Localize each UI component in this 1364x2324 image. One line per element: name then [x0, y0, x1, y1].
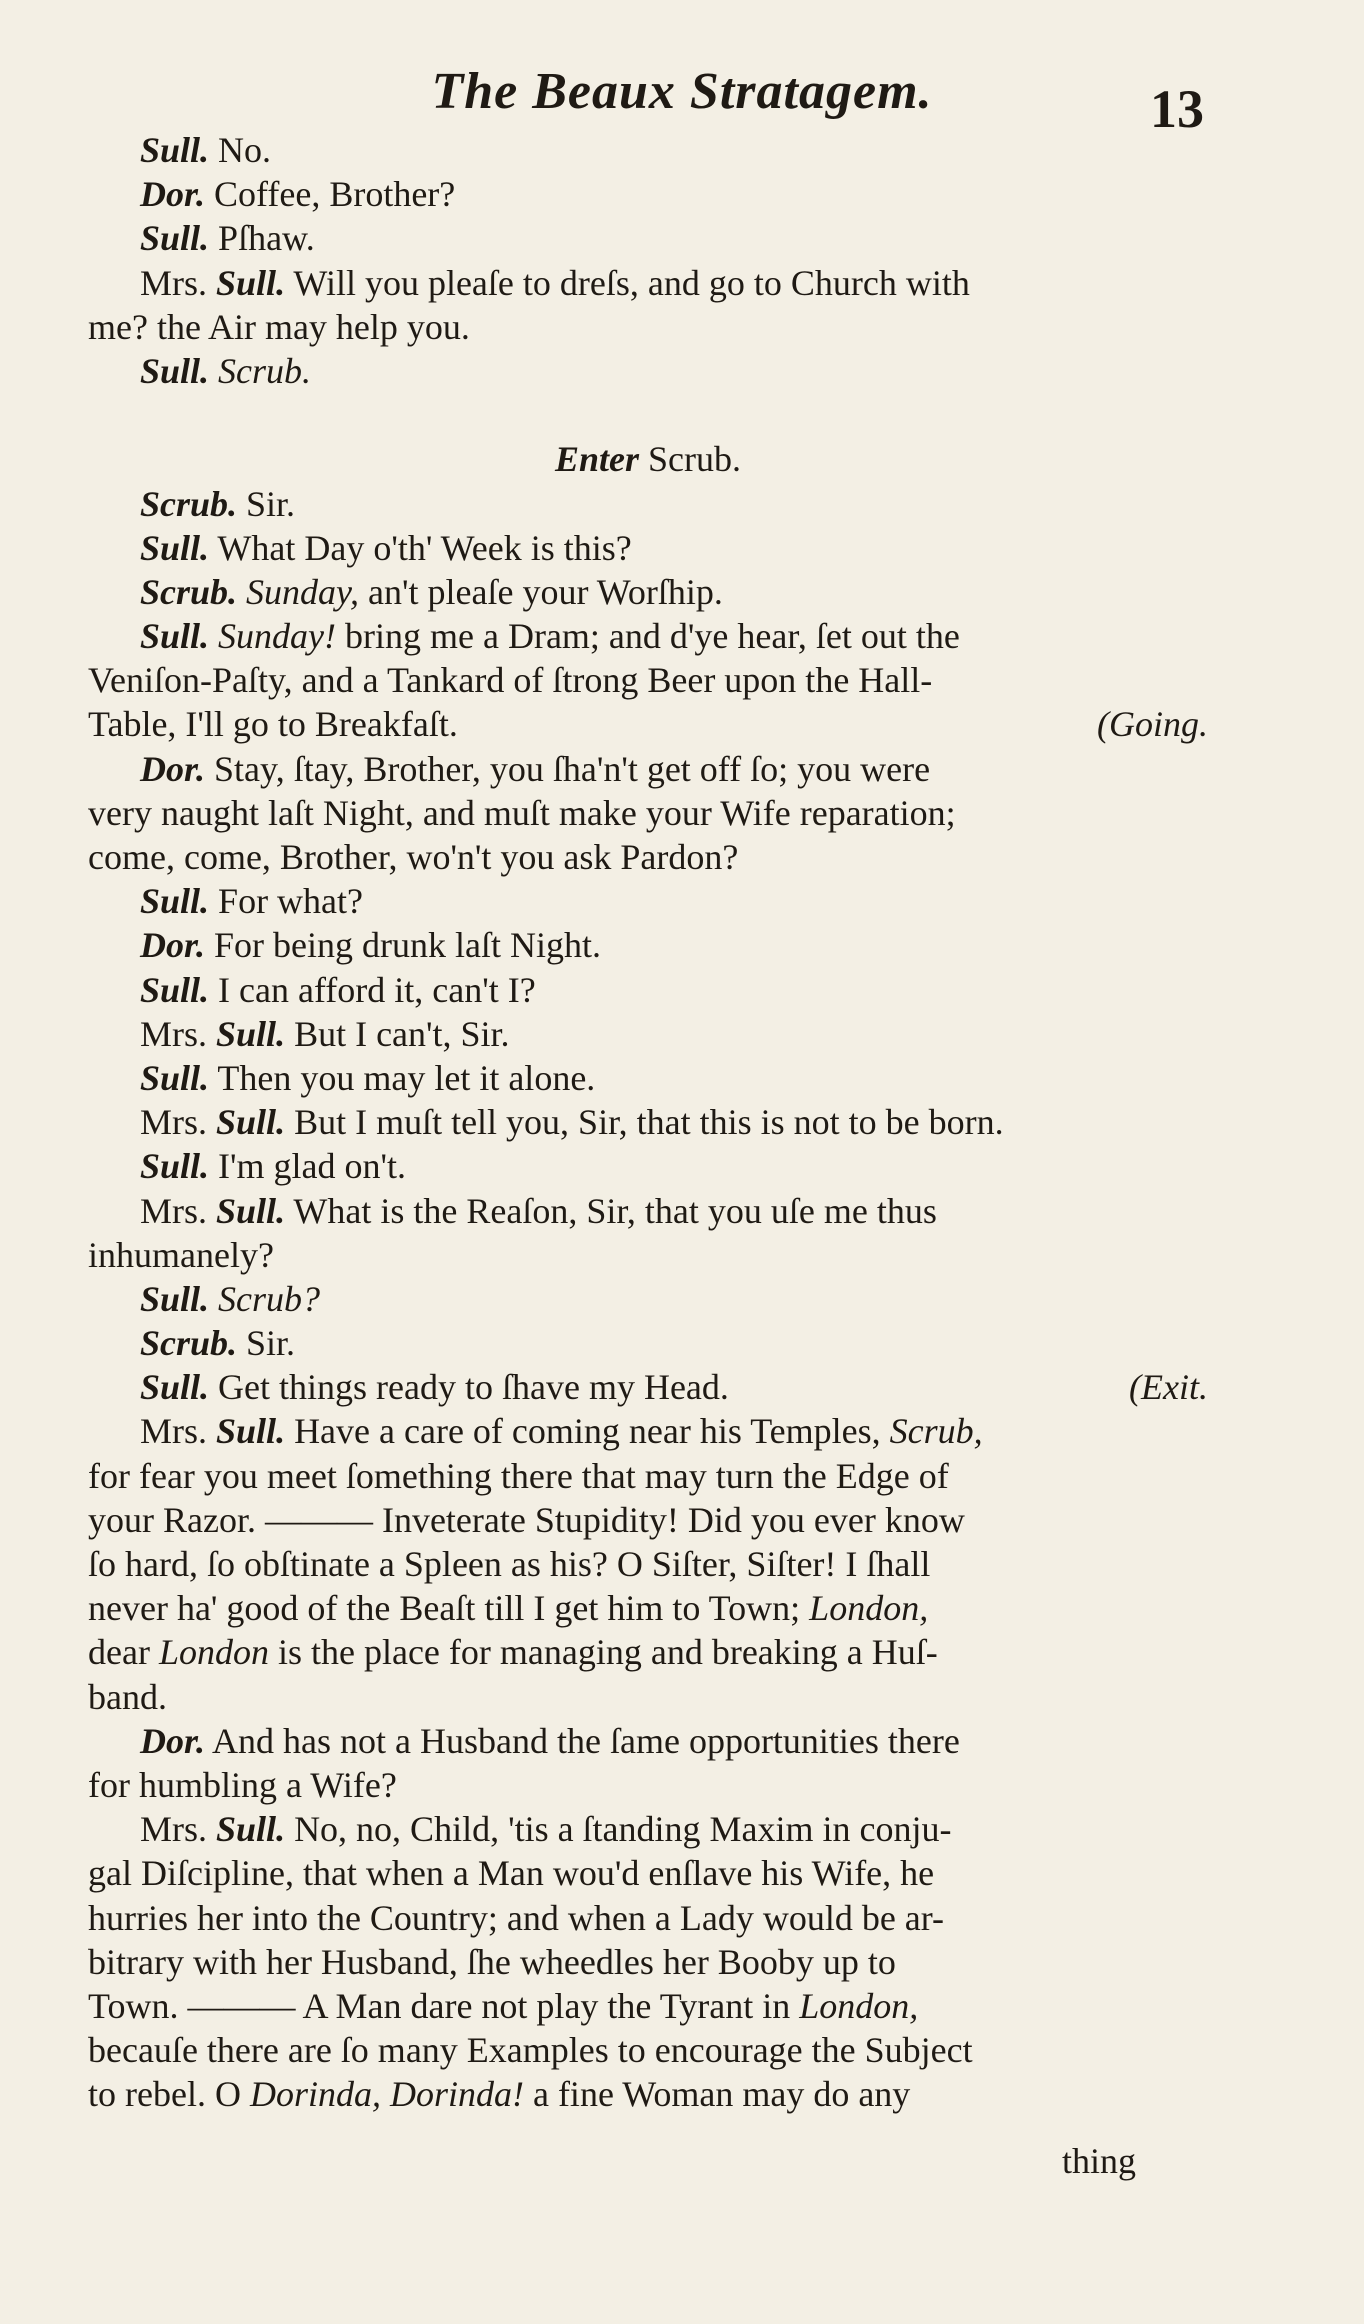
catchword: thing [1062, 2141, 1137, 2181]
italic-text: Sunday, [246, 571, 360, 612]
speaker-name: Enter [554, 439, 640, 480]
speaker-name: Scrub. [140, 1323, 238, 1364]
text-line [88, 1896, 1208, 1940]
speaker-name: Sull. [140, 1146, 210, 1187]
text-line [88, 1719, 1208, 1763]
text-line [88, 1586, 1208, 1630]
line-text: Get things ready to ſhave my Head. [209, 1367, 729, 1408]
line-text: Pſhaw. [209, 218, 315, 259]
speaker-name: Dor. [140, 748, 206, 789]
italic-text: Scrub? [218, 1278, 321, 1319]
text-line [88, 1498, 1208, 1542]
line-text [209, 351, 218, 391]
line-text: hurries her into the Country; and when a Lady would be ar- [88, 1897, 945, 1938]
line-text: And has not a Husband the ſame opportunities there [205, 1720, 960, 1761]
line-text [237, 572, 246, 612]
text-line [88, 1807, 1208, 1851]
line-text: me? the Air may help you. [88, 306, 470, 347]
line-text: But I can't, Sir. [285, 1013, 510, 1054]
line-text: No. [209, 130, 272, 170]
line-text: What is the Reaſon, Sir, that you uſe me thus [285, 1190, 937, 1231]
speaker-name: Sull. [216, 1411, 286, 1452]
line-text: Sir. [237, 483, 296, 524]
speaker-name: Dor. [140, 1720, 206, 1761]
text-line [88, 968, 1208, 1012]
text-line [88, 1763, 1208, 1807]
speaker-name: Sull. [140, 350, 210, 391]
line-text [209, 1279, 218, 1319]
speaker-prefix: Mrs. [140, 1013, 217, 1054]
text-line [88, 1056, 1208, 1100]
text-line [88, 393, 1208, 437]
line-text-rest: bring me a Dram; and d'ye hear, ſet out the [336, 616, 960, 657]
line-text: band. [88, 1676, 167, 1717]
text-line [88, 835, 1208, 879]
speaker-name: Sull. [216, 1809, 286, 1850]
speaker-prefix: Mrs. [140, 1102, 217, 1143]
speaker-prefix: Mrs. [140, 1809, 217, 1850]
text-line [88, 614, 1208, 658]
text-line [88, 305, 1208, 349]
speaker-name: Sull. [140, 969, 210, 1010]
text-line [88, 349, 1208, 393]
line-text: for humbling a Wife? [88, 1764, 397, 1805]
stage-direction: (Going. [1097, 704, 1208, 745]
line-text: Table, I'll go to Breakfaſt. [88, 704, 458, 745]
text-line [88, 923, 1208, 967]
speaker-name: Sull. [140, 1367, 210, 1408]
text-line [88, 1012, 1208, 1056]
speaker-name: Sull. [216, 1190, 286, 1231]
speaker-prefix: Mrs. [140, 1411, 217, 1452]
text-line [88, 1940, 1208, 1984]
line-text-rest: a fine Woman may do any [523, 2074, 911, 2115]
speaker-name: Sull. [140, 130, 210, 170]
line-text: Scrub. [639, 439, 742, 480]
text-line [88, 172, 1208, 216]
line-text: What Day o'th' Week is this? [209, 527, 632, 568]
line-text: Then you may let it alone. [209, 1057, 596, 1098]
text-line [88, 570, 1208, 614]
italic-text: Sunday! [218, 616, 337, 657]
text-line [88, 658, 1208, 702]
text-line [88, 482, 1208, 526]
text-line [88, 702, 1208, 746]
text-line [88, 1675, 1208, 1719]
text-line [88, 2072, 1208, 2116]
page-number: 13 [1150, 79, 1204, 139]
text-line [88, 1233, 1208, 1277]
line-text: I'm glad on't. [209, 1146, 406, 1187]
speaker-name: Sull. [216, 262, 286, 303]
text-line [88, 261, 1208, 305]
line-text: to rebel. O [88, 2074, 250, 2115]
line-text: ſo hard, ſo obſtinate a Spleen as his? O Siſter, Siſter! I ſhall [88, 1544, 931, 1584]
line-text: never ha' good of the Beaſt till I get him to Town; [88, 1588, 810, 1629]
speaker-prefix: Mrs. [140, 1190, 217, 1231]
line-text: gal Diſcipline, that when a Man wou'd enſlave his Wife, he [88, 1853, 935, 1894]
line-text [209, 616, 218, 656]
speaker-name: Sull. [140, 616, 210, 657]
text-line [88, 879, 1208, 923]
speaker-name: Sull. [140, 1278, 210, 1319]
line-text: inhumanely? [88, 1234, 274, 1275]
italic-text: Scrub. [218, 350, 312, 391]
speaker-name: Sull. [140, 527, 210, 568]
line-text: bitrary with her Husband, ſhe wheedles her Booby up to [88, 1941, 896, 1982]
text-line [88, 1144, 1208, 1188]
speaker-name: Dor. [140, 925, 206, 966]
line-text: Have a care of coming near his Temples, [285, 1411, 890, 1452]
text-line [88, 1277, 1208, 1321]
text-line [88, 1542, 1208, 1586]
speaker-prefix: Mrs. [140, 262, 217, 303]
line-text: becauſe there are ſo many Examples to encourage the Subject [88, 2030, 973, 2071]
line-text: Will you pleaſe to dreſs, and go to Church with [285, 262, 970, 303]
text-line [88, 1630, 1208, 1674]
text-line [88, 1321, 1208, 1365]
line-text: Sir. [237, 1323, 296, 1364]
speaker-name: Sull. [140, 218, 210, 259]
speaker-name: Dor. [140, 174, 206, 215]
speaker-name: Sull. [140, 881, 210, 922]
line-text: For what? [209, 881, 364, 922]
line-text: your Razor. ——— Inveterate Stupidity! Did you ever know [88, 1499, 965, 1540]
text-line [88, 437, 1208, 481]
speaker-name: Scrub. [140, 483, 238, 524]
text-line [88, 1365, 1208, 1409]
line-text: Veniſon-Paſty, and a Tankard of ſtrong Beer upon the Hall- [88, 660, 933, 701]
text-line [88, 1984, 1208, 2028]
line-text: Stay, ſtay, Brother, you ſha'n't get off ſo; you were [205, 748, 931, 789]
line-text: for fear you meet ſomething there that may turn the Edge of [88, 1455, 949, 1496]
text-line [88, 747, 1208, 791]
text-line [88, 1409, 1208, 1453]
line-text: very naught laſt Night, and muſt make your Wife reparation; [88, 792, 956, 833]
line-text: Town. ——— A Man dare not play the Tyrant in [88, 1985, 800, 2026]
speaker-name: Sull. [216, 1013, 286, 1054]
italic-text: Scrub, [889, 1411, 983, 1452]
text-line [88, 1851, 1208, 1895]
text-line [88, 1454, 1208, 1498]
line-text: dear [88, 1632, 159, 1673]
line-text-rest: an't pleaſe your Worſhip. [359, 571, 723, 612]
text-line [88, 526, 1208, 570]
text-line [88, 128, 1208, 172]
line-text: No, no, Child, 'tis a ſtanding Maxim in conju- [285, 1809, 952, 1850]
italic-text: Dorinda, Dorinda! [249, 2074, 524, 2115]
italic-text: London, [809, 1588, 929, 1629]
line-text: Coffee, Brother? [205, 174, 456, 215]
line-text: I can afford it, can't I? [209, 969, 536, 1010]
play-text [88, 128, 1208, 2116]
line-text: For being drunk laſt Night. [205, 925, 601, 966]
stage-direction: (Exit. [1129, 1367, 1208, 1408]
speaker-name: Sull. [140, 1057, 210, 1098]
speaker-name: Scrub. [140, 571, 238, 612]
italic-text: London, [799, 1985, 919, 2026]
line-text: But I muſt tell you, Sir, that this is not to be born. [285, 1102, 1004, 1143]
text-line [88, 791, 1208, 835]
italic-text: London [158, 1632, 269, 1673]
text-line [88, 216, 1208, 260]
text-line [88, 2028, 1208, 2072]
line-text: come, come, Brother, wo'n't you ask Pardon? [88, 837, 739, 877]
text-line [88, 1189, 1208, 1233]
running-title: The Beaux Stratagem. [431, 63, 933, 120]
text-line [88, 1100, 1208, 1144]
line-text-rest: is the place for managing and breaking a Huſ- [268, 1632, 938, 1673]
speaker-name: Sull. [216, 1102, 286, 1143]
